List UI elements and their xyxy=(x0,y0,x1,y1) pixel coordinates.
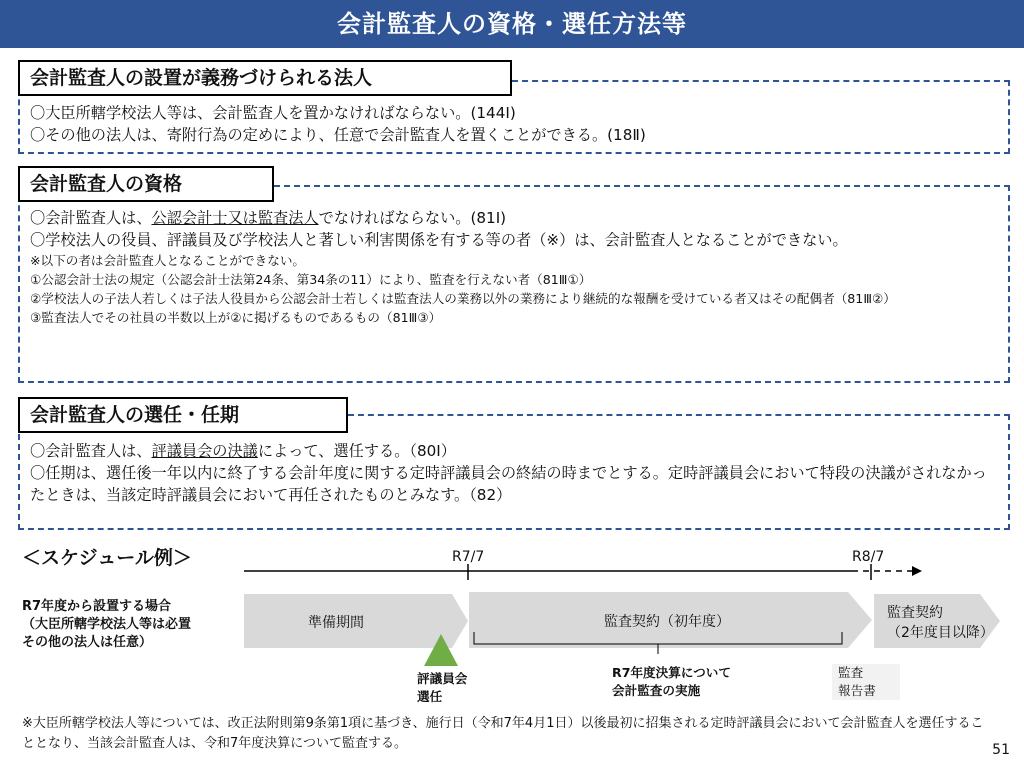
event-line: R7年度決算について xyxy=(612,665,731,680)
section-title-qualification: 会計監査人の資格 xyxy=(18,166,274,202)
timeline-arrowhead xyxy=(912,566,922,576)
text-line: 〇大臣所轄学校法人等は、会計監査人を置かなければならない。(144Ⅰ) xyxy=(30,104,516,122)
case-label: R7年度から設置する場合 （大臣所轄学校法人等は必置 その他の法人は任意） xyxy=(22,599,192,650)
text-line: 〇その他の法人は、寄附行為の定めにより、任意で会計監査人を置くことができる。(18Ⅱ) xyxy=(30,126,646,144)
date-label-r7: R7/7 xyxy=(452,549,485,565)
underlined-text: 公認会計士又は監査法人 xyxy=(151,209,319,227)
text-fragment: でなければならない。(81Ⅰ) xyxy=(318,209,507,227)
text-fragment: 〇会計監査人は、 xyxy=(30,442,152,460)
phase-label-line: （2年度目以降） xyxy=(887,625,994,641)
text-line xyxy=(30,207,998,229)
event-line: 選任 xyxy=(417,689,443,704)
underlined-text: 評議員会の決議 xyxy=(151,442,258,460)
note-line: ※以下の者は会計監査人となることができない。 xyxy=(30,253,306,268)
text-fragment: 〇会計監査人は、 xyxy=(30,209,152,227)
phase-label-preparation: 準備期間 xyxy=(308,615,364,631)
event-line: 監査 xyxy=(838,665,864,680)
event-line: 報告書 xyxy=(838,683,876,698)
section-title-installation: 会計監査人の設置が義務づけられる法人 xyxy=(18,60,512,96)
page-number: 51 xyxy=(992,742,1010,758)
note-line: ①公認会計士法の規定（公認会計士法第24条、第34条の11）により、監査を行えない者（81Ⅲ①） xyxy=(30,272,592,287)
text-line xyxy=(30,440,998,462)
section-box-qualification xyxy=(18,185,1010,383)
phase-label-line: 監査契約 xyxy=(887,605,943,621)
page-title: 会計監査人の資格・選任方法等 xyxy=(0,0,1024,48)
schedule-title: ＜スケジュール例＞ xyxy=(22,547,192,569)
text-fragment: によって、選任する。（80Ⅰ） xyxy=(257,442,456,460)
note-line: ②学校法人の子法人若しくは子法人役員から公認会計士若しくは監査法人の業務以外の業務により継続的な報酬を受けている者又はその配偶者（81Ⅲ②） xyxy=(30,291,896,306)
footnote: ※大臣所轄学校法人等については、改正法附則第9条第1項に基づき、施行日（令和7年4月1日）以後最初に招集される定時評議員会において会計監査人を選任することとなり、当該会計監査人は、令和7年度決算について監査する。 xyxy=(22,716,984,751)
date-label-r8: R8/7 xyxy=(852,549,885,565)
phase-label-first-year: 監査契約（初年度） xyxy=(604,614,730,630)
text-line: 〇学校法人の役員、評議員及び学校法人と著しい利害関係を有する等の者（※）は、会計監査人となることができない。 xyxy=(30,231,848,249)
event-line: 会計監査の実施 xyxy=(612,683,701,698)
event-line: 評議員会 xyxy=(417,671,468,686)
section-title-appointment: 会計監査人の選任・任期 xyxy=(18,397,348,433)
note-line: ③監査法人でその社員の半数以上が②に掲げるものであるもの（81Ⅲ③） xyxy=(30,310,442,325)
phase-label-later-years xyxy=(887,603,994,643)
text-line: 〇任期は、選任後一年以内に終了する会計年度に関する定時評議員会の終結の時までとする。定時評議員会において特段の決議がされなかったときは、当該定時評議員会において再任されたものとみなす。（82） xyxy=(30,464,987,504)
